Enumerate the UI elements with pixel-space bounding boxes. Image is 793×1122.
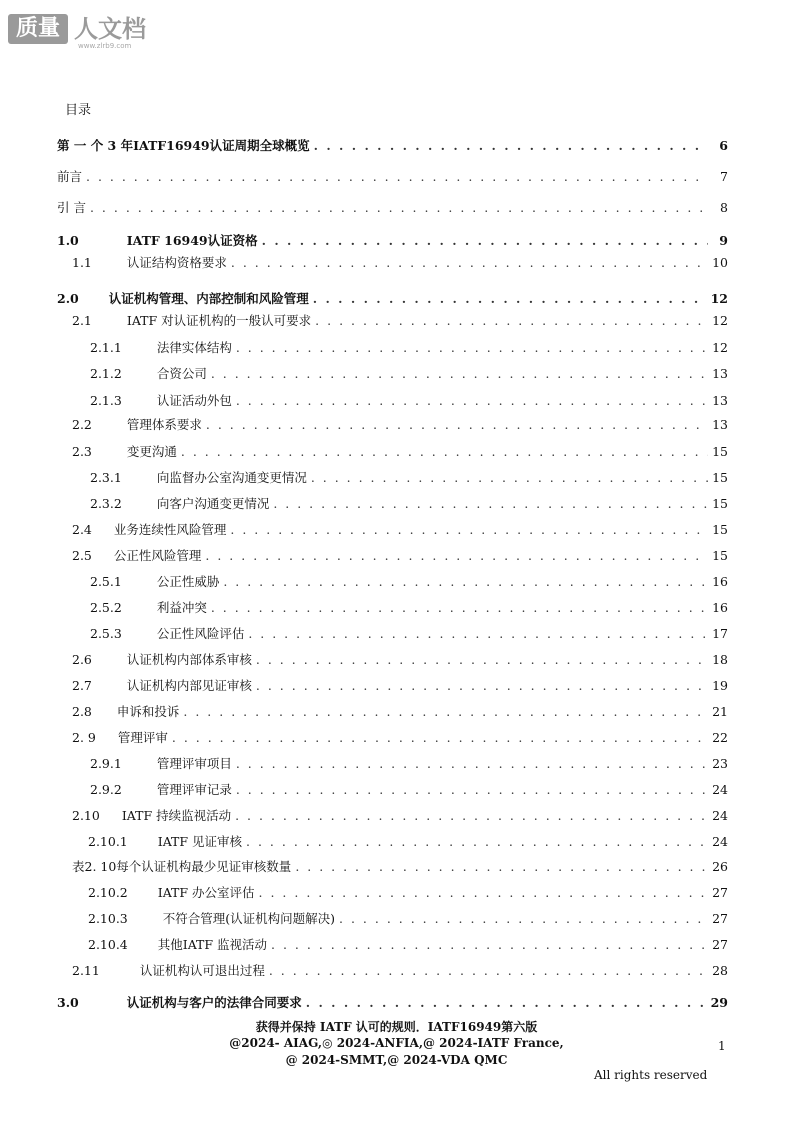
toc-entry-number: 2. 9 — [72, 730, 96, 745]
toc-entry-label: 变更沟通 — [126, 444, 177, 459]
toc-entry-page: 19 — [712, 678, 728, 693]
toc-entry[interactable] — [72, 857, 728, 877]
toc-entry[interactable] — [72, 702, 728, 722]
toc-entry-label: 业务连续性风险管理 — [113, 522, 227, 537]
toc-leader-dots — [236, 756, 708, 771]
toc-entry-number: 2.11 — [72, 963, 100, 978]
toc-entry-label: IATF 16949认证资格 — [126, 233, 258, 248]
toc-entry[interactable] — [72, 546, 728, 566]
toc-entry[interactable] — [88, 832, 728, 852]
page-number: 1 — [718, 1039, 726, 1053]
toc-leader-dots — [295, 859, 708, 874]
toc-entry-page: 18 — [712, 652, 728, 667]
toc-entry-number: 2.6 — [72, 652, 92, 667]
toc-leader-dots — [262, 233, 708, 248]
toc-entry-number: 2.1.1 — [90, 340, 122, 355]
toc-entry-page: 17 — [712, 626, 728, 641]
toc-leader-dots — [211, 366, 708, 381]
toc-leader-dots — [236, 340, 708, 355]
toc-leader-dots — [271, 937, 708, 952]
toc-entry[interactable] — [90, 338, 728, 358]
toc-entry-page: 16 — [712, 600, 728, 615]
toc-entry-label: IATF 持续监视活动 — [121, 808, 232, 823]
toc-entry-label: 公正性威胁 — [156, 574, 220, 589]
toc-entry-page: 27 — [712, 885, 728, 900]
toc-entry-page: 23 — [712, 756, 728, 771]
toc-entry-label: 公正性风险评估 — [156, 626, 245, 641]
toc-entry-number: 2.5.2 — [90, 600, 122, 615]
toc-leader-dots — [315, 313, 708, 328]
toc-entry-number: 1.1 — [72, 255, 92, 270]
toc-entry-label: 合资公司 — [156, 366, 207, 381]
toc-leader-dots — [231, 255, 708, 270]
toc-entry-number: 1.0 — [57, 233, 79, 248]
toc-entry-number: 2.10.2 — [88, 885, 128, 900]
toc-entry[interactable] — [90, 468, 728, 488]
toc-leader-dots — [306, 995, 707, 1010]
toc-entry-page: 29 — [710, 995, 728, 1010]
toc-entry-label: 认证机构内部体系审核 — [126, 652, 252, 667]
toc-entry-page: 12 — [712, 340, 728, 355]
toc-entry-label: 管理体系要求 — [126, 417, 202, 432]
toc-entry[interactable] — [90, 598, 728, 618]
toc-leader-dots — [269, 963, 708, 978]
toc-entry-number: 2.2 — [72, 417, 92, 432]
toc-entry-label: 管理评审项目 — [156, 756, 232, 771]
toc-entry[interactable] — [72, 961, 728, 981]
toc-entry[interactable] — [57, 198, 728, 218]
toc-entry-page: 15 — [712, 522, 728, 537]
toc-entry-label: 向客户沟通变更情况 — [156, 496, 270, 511]
toc-leader-dots — [236, 782, 708, 797]
toc-entry-label: 认证机构管理、内部控制和风险管理 — [108, 291, 309, 306]
toc-leader-dots — [172, 730, 708, 745]
toc-entry-page: 27 — [712, 911, 728, 926]
toc-entry[interactable] — [88, 909, 728, 929]
toc-entry-number: 2.9.1 — [90, 756, 122, 771]
footer-copyright-1: @2024- AIAG,◎ 2024-ANFIA,@ 2024-IATF France, — [229, 1036, 564, 1050]
toc-entry-page: 6 — [719, 138, 728, 153]
toc-leader-dots — [259, 885, 708, 900]
toc-entry-page: 22 — [712, 730, 728, 745]
toc-entry[interactable] — [57, 231, 728, 251]
toc-leader-dots — [339, 911, 708, 926]
toc-entry-number: 2.10.4 — [88, 937, 128, 952]
toc-entry-page: 16 — [712, 574, 728, 589]
toc-leader-dots — [183, 704, 708, 719]
toc-entry-number: 2.9.2 — [90, 782, 122, 797]
toc-entry-label: 前言 — [57, 169, 83, 184]
toc-entry-label: 法律实体结构 — [156, 340, 232, 355]
toc-leader-dots — [205, 548, 708, 563]
toc-entry-page: 15 — [712, 548, 728, 563]
toc-leader-dots — [230, 522, 708, 537]
toc-entry-number: 2.10.1 — [88, 834, 128, 849]
toc-entry-number: 2.5.1 — [90, 574, 122, 589]
toc-entry-label: 第 一 个 3 年IATF16949认证周期全球概览 — [57, 138, 310, 153]
toc-title: 目录 — [65, 103, 92, 118]
toc-entry-page: 10 — [712, 255, 728, 270]
toc-entry[interactable] — [88, 935, 728, 955]
toc-entry[interactable] — [57, 289, 728, 309]
toc-entry-number: 2.3.2 — [90, 496, 122, 511]
toc-entry-label: 管理评审记录 — [156, 782, 232, 797]
toc-entry[interactable] — [88, 883, 728, 903]
toc-entry[interactable] — [57, 993, 728, 1013]
toc-entry[interactable] — [72, 676, 728, 696]
toc-leader-dots — [86, 169, 708, 184]
toc-entry[interactable] — [90, 780, 728, 800]
toc-entry-number: 2.0 — [57, 291, 79, 306]
toc-leader-dots — [314, 138, 708, 153]
toc-entry[interactable] — [72, 650, 728, 670]
toc-entry-page: 9 — [719, 233, 728, 248]
toc-entry-page: 13 — [712, 366, 728, 381]
toc-leader-dots — [236, 393, 708, 408]
toc-entry[interactable] — [72, 806, 728, 826]
toc-entry[interactable] — [72, 442, 728, 462]
toc-entry-page: 27 — [712, 937, 728, 952]
toc-leader-dots — [256, 652, 708, 667]
toc-entry-label: 认证机构认可退出过程 — [139, 963, 265, 978]
toc-entry[interactable] — [57, 167, 728, 187]
toc-entry-label: IATF 见证审核 — [157, 834, 243, 849]
toc-entry-label: 认证活动外包 — [156, 393, 232, 408]
toc-leader-dots — [256, 678, 708, 693]
toc-entry-page: 24 — [712, 808, 728, 823]
toc-entry-label: 公正性风险管理 — [113, 548, 202, 563]
toc-entry-page: 12 — [712, 313, 728, 328]
toc-entry[interactable] — [72, 253, 728, 273]
toc-entry-number: 2.3.1 — [90, 470, 122, 485]
toc-entry-label: IATF 办公室评估 — [157, 885, 255, 900]
logo-url: www.zlrb9.com — [78, 42, 132, 50]
toc-entry-page: 15 — [712, 444, 728, 459]
toc-entry-page: 15 — [712, 496, 728, 511]
toc-entry-page: 24 — [712, 782, 728, 797]
toc-entry-number: 2.3 — [72, 444, 92, 459]
rights-reserved: All rights reserved — [594, 1068, 708, 1082]
toc-entry-page: 12 — [710, 291, 728, 306]
toc-entry-number: 2.7 — [72, 678, 92, 693]
toc-entry-number: 2.1.2 — [90, 366, 122, 381]
toc-entry[interactable] — [90, 391, 728, 411]
toc-entry-label: 认证机构与客户的法律合同要求 — [126, 995, 302, 1010]
toc-entry-label: 管理评审 — [117, 730, 168, 745]
toc-entry-label: 其他IATF 监视活动 — [157, 937, 268, 952]
toc-entry-page: 7 — [720, 169, 728, 184]
toc-entry[interactable] — [72, 520, 728, 540]
toc-entry[interactable] — [90, 624, 728, 644]
toc-leader-dots — [90, 200, 708, 215]
toc-entry-label: 引 言 — [57, 200, 86, 215]
toc-entry-page: 8 — [720, 200, 728, 215]
toc-leader-dots — [246, 834, 708, 849]
toc-entry-page: 28 — [712, 963, 728, 978]
toc-entry-page: 15 — [712, 470, 728, 485]
watermark-logo — [8, 10, 158, 50]
toc-entry-page: 13 — [712, 417, 728, 432]
toc-entry-label: 表2. 10每个认证机构最少见证审核数量 — [72, 859, 292, 874]
toc-leader-dots — [211, 600, 708, 615]
toc-entry-number: 2.1.3 — [90, 393, 122, 408]
toc-entry[interactable] — [72, 415, 728, 435]
toc-entry[interactable] — [90, 494, 728, 514]
toc-leader-dots — [206, 417, 708, 432]
toc-leader-dots — [273, 496, 708, 511]
toc-entry-page: 21 — [712, 704, 728, 719]
toc-entry-label: 认证结构资格要求 — [126, 255, 227, 270]
toc-entry-label: 不符合管理(认证机构问题解决) — [162, 911, 336, 926]
toc-entry-number: 2.1 — [72, 313, 92, 328]
toc-entry[interactable] — [57, 136, 728, 156]
toc-entry-page: 26 — [712, 859, 728, 874]
toc-entry[interactable] — [72, 728, 728, 748]
toc-leader-dots — [181, 444, 708, 459]
toc-entry-label: 认证机构内部见证审核 — [126, 678, 252, 693]
toc-leader-dots — [235, 808, 708, 823]
toc-entry-number: 2.10 — [72, 808, 100, 823]
toc-entry-label: 利益冲突 — [156, 600, 207, 615]
toc-leader-dots — [313, 291, 707, 306]
toc-leader-dots — [311, 470, 708, 485]
toc-leader-dots — [223, 574, 708, 589]
toc-entry[interactable] — [90, 364, 728, 384]
toc-entry[interactable] — [72, 311, 728, 331]
footer-copyright-2: @ 2024-SMMT,@ 2024-VDA QMC — [285, 1053, 508, 1067]
toc-entry-page: 24 — [712, 834, 728, 849]
toc-leader-dots — [248, 626, 708, 641]
toc-entry-number: 2.10.3 — [88, 911, 128, 926]
toc-entry-number: 2.5 — [72, 548, 92, 563]
toc-entry-label: 向监督办公室沟通变更情况 — [156, 470, 307, 485]
logo-text: 人文档 — [74, 15, 146, 43]
toc-entry-label: 申诉和投诉 — [116, 704, 180, 719]
toc-entry-number: 2.8 — [72, 704, 92, 719]
toc-entry-page: 13 — [712, 393, 728, 408]
toc-entry[interactable] — [90, 572, 728, 592]
toc-entry-number: 2.4 — [72, 522, 92, 537]
toc-entry-number: 3.0 — [57, 995, 79, 1010]
toc-entry-number: 2.5.3 — [90, 626, 122, 641]
toc-entry[interactable] — [90, 754, 728, 774]
toc-entry-label: IATF 对认证机构的一般认可要求 — [126, 313, 312, 328]
footer-title: 获得并保持 IATF 认可的规则．IATF16949第六版 — [255, 1020, 538, 1034]
logo-box: 质量 — [8, 14, 68, 44]
